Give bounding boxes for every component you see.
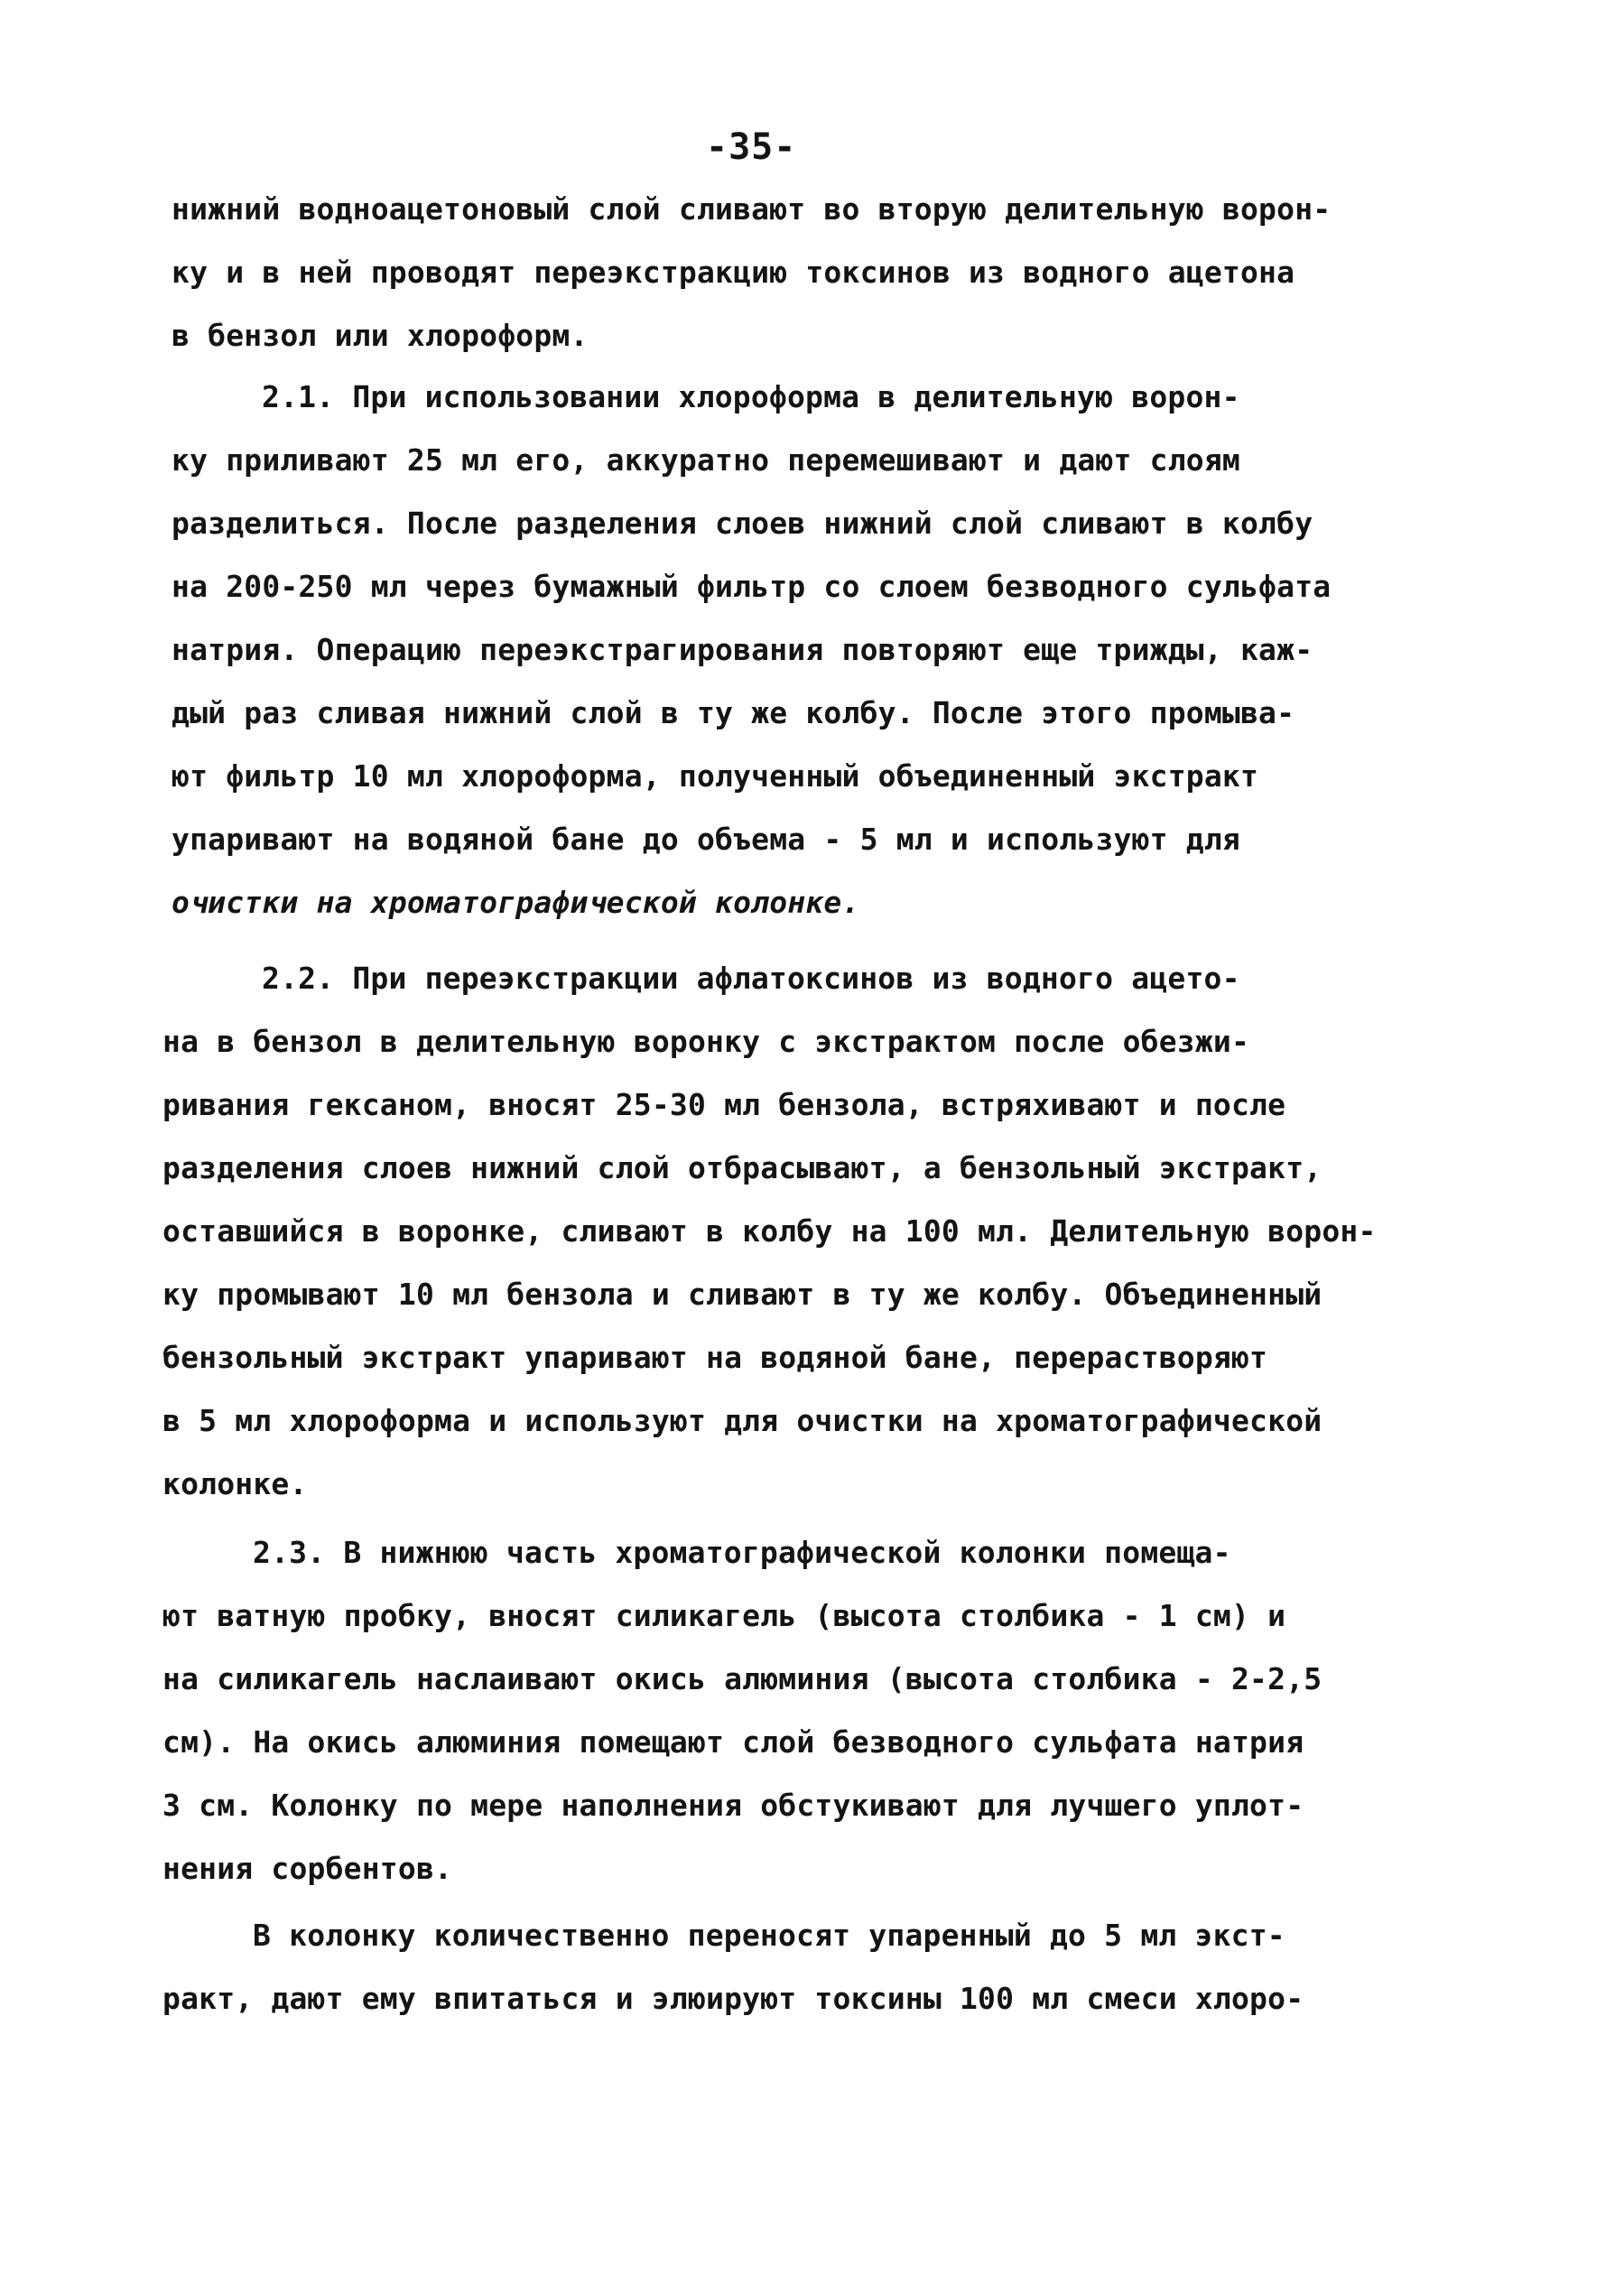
text-line-4: 2.1. При использовании хлороформа в делительную ворон- (262, 379, 1240, 414)
text-line-29: ракт, дают ему впитаться и элюируют токсины 100 мл смеси хлоро- (162, 1981, 1304, 2016)
text-line-14: на в бензол в делительную воронку с экстрактом после обезжи- (162, 1024, 1250, 1059)
text-line-26: 3 см. Колонку по мере наполнения обстукивают для лучшего уплот- (162, 1788, 1304, 1823)
text-line-3: в бензол или хлороформ. (172, 318, 589, 353)
text-line-21: колонке. (162, 1466, 308, 1501)
text-line-8: натрия. Операцию переэкстрагирования повторяют еще трижды, каж- (172, 632, 1313, 667)
text-line-15: ривания гексаном, вносят 25-30 мл бензола, встряхивают и после (162, 1087, 1286, 1122)
text-line-28: В колонку количественно переносят упаренный до 5 мл экст- (253, 1918, 1285, 1953)
text-line-27: нения сорбентов. (162, 1851, 453, 1886)
text-line-19: бензольный экстракт упаривают на водяной бане, перерастворяют (162, 1340, 1268, 1375)
text-line-24: на силикагель наслаивают окись алюминия (высота столбика - 2-2,5 (162, 1661, 1322, 1696)
text-line-9: дый раз сливая нижний слой в ту же колбу. После этого промыва- (172, 695, 1295, 730)
text-line-17: оставшийся в воронке, сливают в колбу на 100 мл. Делительную ворон- (162, 1213, 1377, 1249)
text-line-1: нижний водноацетоновый слой сливают во вторую делительную ворон- (172, 191, 1332, 227)
text-line-6: разделиться. После разделения слоев нижний слой сливают в колбу (172, 506, 1313, 541)
text-line-22: 2.3. В нижнюю часть хроматографической колонки помеща- (253, 1535, 1231, 1570)
text-line-13: 2.2. При переэкстракции афлатоксинов из водного ацето- (262, 961, 1240, 996)
text-line-25: см). На окись алюминия помещают слой безводного сульфата натрия (162, 1724, 1304, 1760)
text-line-2: ку и в ней проводят переэкстракцию токсинов из водного ацетона (172, 255, 1295, 290)
text-line-23: ют ватную пробку, вносят силикагель (высота столбика - 1 см) и (162, 1598, 1286, 1633)
text-line-18: ку промывают 10 мл бензола и сливают в ту же колбу. Объединенный (162, 1277, 1322, 1312)
text-line-11: упаривают на водяной бане до объема - 5 мл и используют для (172, 822, 1240, 857)
page-number: -35- (706, 126, 797, 168)
text-line-12: очистки на хроматографической колонке. (172, 885, 860, 920)
text-line-10: ют фильтр 10 мл хлороформа, полученный объединенный экстракт (172, 758, 1259, 794)
text-line-20: в 5 мл хлороформа и используют для очистки на хроматографической (162, 1403, 1322, 1438)
text-line-5: ку приливают 25 мл его, аккуратно перемешивают и дают слоям (172, 442, 1240, 478)
text-line-16: разделения слоев нижний слой отбрасывают, а бензольный экстракт, (162, 1150, 1322, 1185)
text-line-7: на 200-250 мл через бумажный фильтр со слоем безводного сульфата (172, 569, 1332, 604)
